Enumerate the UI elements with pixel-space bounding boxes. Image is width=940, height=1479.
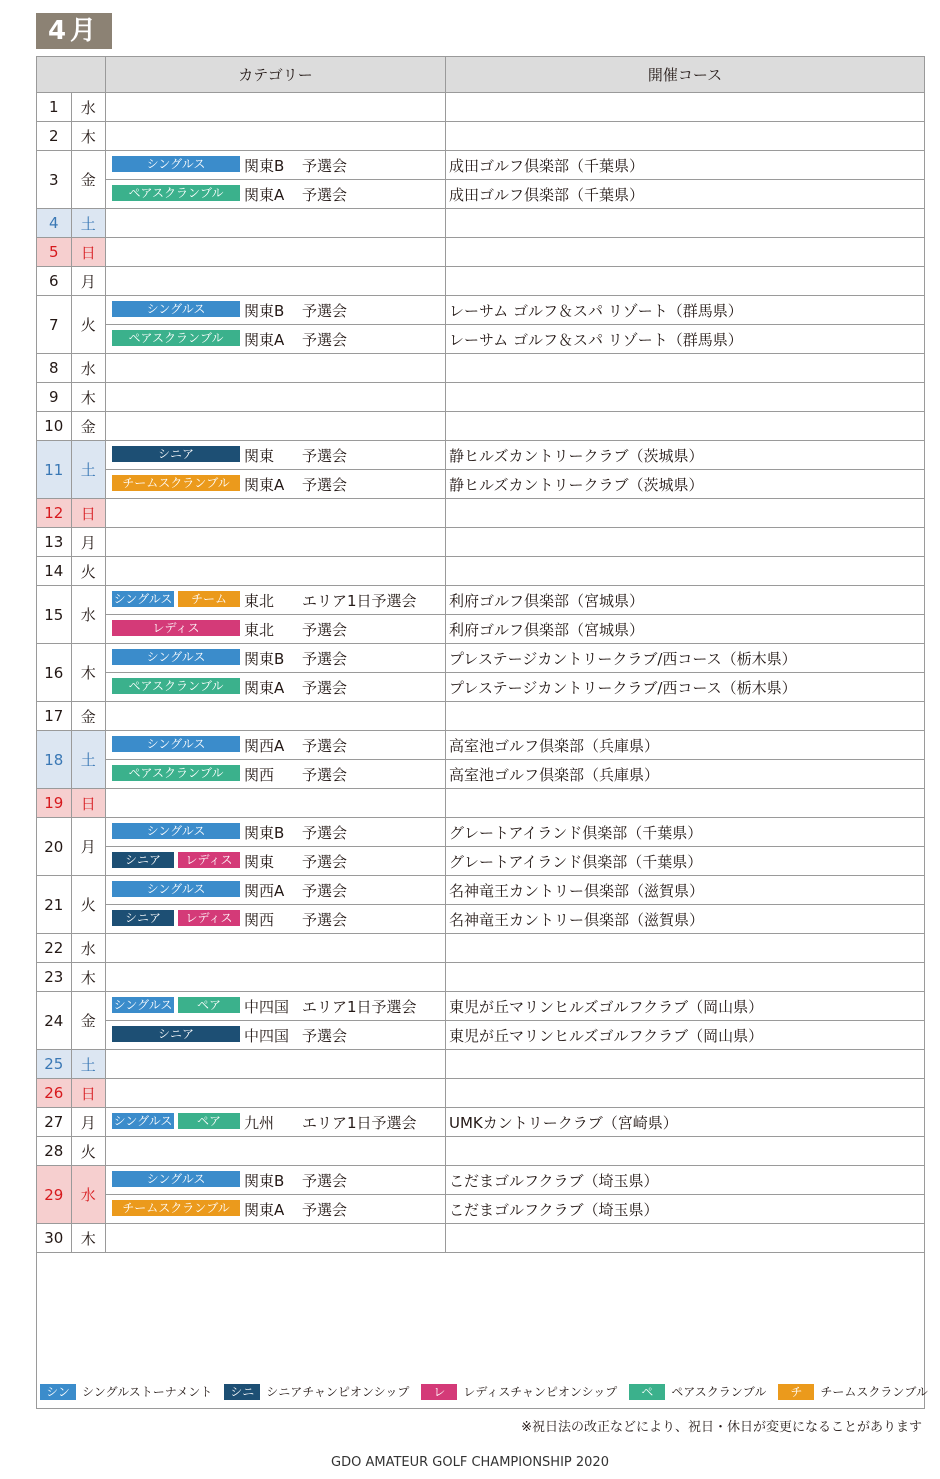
table-row	[37, 238, 925, 267]
day-number: 5	[37, 238, 72, 267]
region-label: 中四国	[244, 997, 290, 1016]
course-cell	[446, 557, 925, 586]
category-cell	[106, 818, 446, 847]
course-cell	[446, 383, 925, 412]
table-row	[37, 934, 925, 963]
table-row	[37, 528, 925, 557]
table-row	[37, 1137, 925, 1166]
day-number: 29	[37, 1166, 72, 1224]
page-footer: GDO AMATEUR GOLF CHAMPIONSHIP 2020	[331, 1455, 609, 1470]
region-label: 関東	[244, 446, 275, 465]
category-badge-team: チームスクランブル	[112, 1200, 240, 1216]
day-number: 17	[37, 702, 72, 731]
category-cell	[106, 1224, 446, 1253]
category-badge-single: シングルス	[112, 301, 240, 317]
weekday: 月	[71, 267, 106, 296]
holiday-note: ※祝日法の改正などにより、祝日・休日が変更になることがあります	[521, 1420, 922, 1435]
day-number: 8	[37, 354, 72, 383]
weekday: 木	[71, 963, 106, 992]
course-cell: 静ヒルズカントリークラブ（茨城県）	[446, 441, 925, 470]
category-badge-single: シングルス	[113, 1114, 173, 1128]
table-row	[37, 151, 925, 180]
weekday: 土	[71, 1050, 106, 1079]
event-type: 予選会	[302, 678, 348, 697]
category-badge-pair: ペアスクランブル	[112, 765, 240, 781]
category-badge-single: シングルス	[112, 156, 240, 172]
category-cell	[106, 93, 446, 122]
category-cell	[106, 296, 446, 325]
course-cell: 利府ゴルフ倶楽部（宮城県）	[446, 586, 925, 615]
region-label: 中四国	[244, 1026, 290, 1045]
course-cell: グレートアイランド倶楽部（千葉県）	[446, 818, 925, 847]
table-row	[37, 847, 925, 876]
category-badge-single: シングルス	[112, 823, 240, 839]
event-type: 予選会	[302, 910, 348, 929]
weekday: 木	[71, 644, 106, 702]
category-badge-ladies: レディス	[178, 910, 240, 926]
course-cell: プレステージカントリークラブ/西コース（栃木県）	[446, 673, 925, 702]
day-number: 9	[37, 383, 72, 412]
weekday: 日	[71, 238, 106, 267]
category-cell	[106, 673, 446, 702]
table-row	[37, 586, 925, 615]
region-label: 関東A	[244, 678, 285, 697]
table-row	[37, 325, 925, 354]
schedule-body	[37, 93, 925, 1253]
course-cell: レーサム ゴルフ＆スパ リゾート（群馬県）	[446, 325, 925, 354]
header-course: 開催コース	[446, 57, 925, 93]
region-label: 関西A	[244, 736, 285, 755]
category-cell	[106, 760, 446, 789]
day-number: 11	[37, 441, 72, 499]
course-cell: プレステージカントリークラブ/西コース（栃木県）	[446, 644, 925, 673]
course-cell: UMKカントリークラブ（宮崎県）	[446, 1108, 925, 1137]
course-cell	[446, 122, 925, 151]
table-row	[37, 905, 925, 934]
category-badge-senior: シニア	[112, 1026, 240, 1042]
course-cell: 東児が丘マリンヒルズゴルフクラブ（岡山県）	[446, 992, 925, 1021]
region-label: 関東A	[244, 1200, 285, 1219]
course-cell	[446, 1050, 925, 1079]
legend-item-pair	[629, 1383, 766, 1400]
region-label: 関東B	[244, 301, 285, 320]
course-cell	[446, 209, 925, 238]
course-cell: レーサム ゴルフ＆スパ リゾート（群馬県）	[446, 296, 925, 325]
table-row	[37, 673, 925, 702]
weekday: 金	[71, 412, 106, 441]
table-row	[37, 296, 925, 325]
table-row	[37, 209, 925, 238]
table-row	[37, 992, 925, 1021]
category-cell	[106, 1021, 446, 1050]
legend-label: レディスチャンピオンシップ	[463, 1385, 618, 1399]
weekday: 日	[71, 1079, 106, 1108]
event-type: 予選会	[302, 620, 348, 639]
category-cell	[106, 412, 446, 441]
category-cell	[106, 267, 446, 296]
region-label: 九州	[244, 1113, 275, 1132]
day-number: 30	[37, 1224, 72, 1253]
day-number: 7	[37, 296, 72, 354]
month-label: 4月	[36, 13, 112, 49]
day-number: 25	[37, 1050, 72, 1079]
day-number: 10	[37, 412, 72, 441]
table-row	[37, 1079, 925, 1108]
weekday: 日	[71, 499, 106, 528]
event-type: 予選会	[302, 881, 348, 900]
weekday: 土	[71, 731, 106, 789]
event-type: 予選会	[302, 765, 348, 784]
table-row	[37, 731, 925, 760]
event-type: エリア1日予選会	[302, 1113, 417, 1132]
table-row	[37, 818, 925, 847]
day-number: 6	[37, 267, 72, 296]
header-category: カテゴリー	[106, 57, 446, 93]
course-cell	[446, 1079, 925, 1108]
category-badge-team: チーム	[178, 591, 240, 607]
day-number: 4	[37, 209, 72, 238]
legend-swatch: チ	[778, 1384, 814, 1400]
region-label: 東北	[244, 591, 275, 610]
category-cell	[106, 354, 446, 383]
category-badge-single: シングルス	[113, 998, 173, 1012]
course-cell: 高室池ゴルフ倶楽部（兵庫県）	[446, 731, 925, 760]
category-badge-single: シングルス	[112, 1171, 240, 1187]
region-label: 関東A	[244, 475, 285, 494]
legend-item-team	[778, 1383, 928, 1400]
region-label: 関東B	[244, 1171, 285, 1190]
category-badge-ladies: レディス	[178, 852, 240, 868]
category-badge-pair: ペア	[178, 997, 240, 1013]
category-badge-single: シングルス	[113, 592, 173, 606]
weekday: 月	[71, 528, 106, 557]
table-row	[37, 702, 925, 731]
weekday: 火	[71, 1137, 106, 1166]
course-cell	[446, 963, 925, 992]
table-row	[37, 1224, 925, 1253]
course-cell	[446, 528, 925, 557]
weekday: 土	[71, 441, 106, 499]
table-row	[37, 267, 925, 296]
category-cell	[106, 702, 446, 731]
course-cell	[446, 354, 925, 383]
day-number: 12	[37, 499, 72, 528]
event-type: 予選会	[302, 823, 348, 842]
category-badge-single: シングルス	[112, 736, 240, 752]
event-type: 予選会	[302, 1200, 348, 1219]
region-label: 東北	[244, 620, 275, 639]
category-cell	[106, 789, 446, 818]
table-row	[37, 412, 925, 441]
weekday: 水	[71, 934, 106, 963]
weekday: 金	[71, 151, 106, 209]
table-row	[37, 354, 925, 383]
table-row	[37, 760, 925, 789]
course-cell	[446, 1224, 925, 1253]
day-number: 13	[37, 528, 72, 557]
weekday: 金	[71, 702, 106, 731]
day-number: 20	[37, 818, 72, 876]
table-row	[37, 441, 925, 470]
course-cell: こだまゴルフクラブ（埼玉県）	[446, 1195, 925, 1224]
category-badge-team: チームスクランブル	[112, 475, 240, 491]
category-cell	[106, 122, 446, 151]
region-label: 関西A	[244, 881, 285, 900]
event-type: 予選会	[302, 852, 348, 871]
category-cell	[106, 441, 446, 470]
category-cell	[106, 470, 446, 499]
region-label: 関東A	[244, 330, 285, 349]
course-cell: 東児が丘マリンヒルズゴルフクラブ（岡山県）	[446, 1021, 925, 1050]
table-row	[37, 383, 925, 412]
legend-label: シニアチャンピオンシップ	[266, 1385, 410, 1399]
day-number: 14	[37, 557, 72, 586]
legend-swatch: シニ	[224, 1384, 260, 1400]
category-badge-pair: ペアスクランブル	[112, 330, 240, 346]
event-type: 予選会	[302, 156, 348, 175]
weekday: 月	[71, 1108, 106, 1137]
table-row	[37, 122, 925, 151]
course-cell: 高室池ゴルフ倶楽部（兵庫県）	[446, 760, 925, 789]
event-type: 予選会	[302, 649, 348, 668]
course-cell	[446, 1137, 925, 1166]
table-row	[37, 93, 925, 122]
day-number: 15	[37, 586, 72, 644]
course-cell: 名神竜王カントリー倶楽部（滋賀県）	[446, 905, 925, 934]
category-cell	[106, 238, 446, 267]
header-date	[37, 57, 106, 93]
category-cell	[106, 963, 446, 992]
category-cell	[106, 876, 446, 905]
table-row	[37, 1195, 925, 1224]
category-legend	[40, 1383, 928, 1401]
category-cell	[106, 1050, 446, 1079]
category-cell	[106, 934, 446, 963]
weekday: 土	[71, 209, 106, 238]
legend-item-ladies	[421, 1383, 617, 1400]
region-label: 関西	[244, 910, 275, 929]
course-cell	[446, 267, 925, 296]
region-label: 関東B	[244, 156, 285, 175]
day-number: 3	[37, 151, 72, 209]
weekday: 木	[71, 1224, 106, 1253]
category-cell	[106, 1137, 446, 1166]
course-cell	[446, 93, 925, 122]
category-cell	[106, 528, 446, 557]
weekday: 水	[71, 93, 106, 122]
table-row	[37, 470, 925, 499]
category-cell	[106, 557, 446, 586]
event-type: 予選会	[302, 185, 348, 204]
category-badge-senior: シニア	[112, 852, 174, 868]
category-cell	[106, 1108, 446, 1137]
category-badge-pair: ペアスクランブル	[112, 678, 240, 694]
weekday: 水	[71, 586, 106, 644]
category-cell	[106, 644, 446, 673]
course-cell	[446, 412, 925, 441]
course-cell: 成田ゴルフ倶楽部（千葉県）	[446, 151, 925, 180]
day-number: 21	[37, 876, 72, 934]
table-row	[37, 876, 925, 905]
category-cell	[106, 847, 446, 876]
course-cell	[446, 702, 925, 731]
course-cell: こだまゴルフクラブ（埼玉県）	[446, 1166, 925, 1195]
weekday: 水	[71, 1166, 106, 1224]
weekday: 木	[71, 122, 106, 151]
table-row	[37, 963, 925, 992]
category-cell	[106, 586, 446, 615]
category-cell	[106, 325, 446, 354]
event-type: 予選会	[302, 475, 348, 494]
legend-item-senior	[224, 1383, 409, 1400]
legend-label: シングルストーナメント	[82, 1385, 213, 1399]
category-cell	[106, 731, 446, 760]
category-cell	[106, 615, 446, 644]
table-row	[37, 1050, 925, 1079]
table-header	[37, 57, 925, 93]
weekday: 火	[71, 296, 106, 354]
category-cell	[106, 1195, 446, 1224]
event-type: エリア1日予選会	[302, 997, 417, 1016]
course-cell: 利府ゴルフ倶楽部（宮城県）	[446, 615, 925, 644]
table-row	[37, 1021, 925, 1050]
category-cell	[106, 905, 446, 934]
category-badge-senior: シニア	[112, 910, 174, 926]
event-type: 予選会	[302, 1171, 348, 1190]
category-badge-single: シングルス	[112, 649, 240, 665]
region-label: 関東B	[244, 823, 285, 842]
weekday: 金	[71, 992, 106, 1050]
legend-swatch: シン	[40, 1384, 76, 1400]
weekday: 水	[71, 354, 106, 383]
day-number: 26	[37, 1079, 72, 1108]
course-cell: 名神竜王カントリー倶楽部（滋賀県）	[446, 876, 925, 905]
category-cell	[106, 209, 446, 238]
weekday: 木	[71, 383, 106, 412]
table-row	[37, 644, 925, 673]
region-label: 関西	[244, 765, 275, 784]
legend-label: ペアスクランブル	[671, 1385, 767, 1399]
event-type: 予選会	[302, 736, 348, 755]
table-row	[37, 180, 925, 209]
day-number: 23	[37, 963, 72, 992]
legend-label: チームスクランブル	[820, 1385, 928, 1399]
weekday: 月	[71, 818, 106, 876]
region-label: 関東B	[244, 649, 285, 668]
table-row	[37, 1108, 925, 1137]
category-badge-pair: ペアスクランブル	[112, 185, 240, 201]
day-number: 18	[37, 731, 72, 789]
table-row	[37, 615, 925, 644]
category-badge-ladies: レディス	[112, 620, 240, 636]
region-label: 関東A	[244, 185, 285, 204]
category-cell	[106, 1166, 446, 1195]
category-badge-pair: ペア	[178, 1113, 240, 1129]
table-row	[37, 499, 925, 528]
table-row	[37, 789, 925, 818]
course-cell	[446, 238, 925, 267]
event-type: 予選会	[302, 301, 348, 320]
course-cell: 静ヒルズカントリークラブ（茨城県）	[446, 470, 925, 499]
weekday: 火	[71, 557, 106, 586]
course-cell: 成田ゴルフ倶楽部（千葉県）	[446, 180, 925, 209]
category-cell	[106, 383, 446, 412]
category-cell	[106, 992, 446, 1021]
event-type: エリア1日予選会	[302, 591, 417, 610]
course-cell	[446, 499, 925, 528]
category-cell	[106, 180, 446, 209]
day-number: 16	[37, 644, 72, 702]
category-badge-single: シングルス	[112, 881, 240, 897]
legend-swatch: レ	[421, 1384, 457, 1400]
event-type: 予選会	[302, 446, 348, 465]
day-number: 28	[37, 1137, 72, 1166]
category-cell	[106, 1079, 446, 1108]
table-row	[37, 557, 925, 586]
region-label: 関東	[244, 852, 275, 871]
day-number: 24	[37, 992, 72, 1050]
day-number: 27	[37, 1108, 72, 1137]
day-number: 1	[37, 93, 72, 122]
table-row	[37, 1166, 925, 1195]
weekday: 日	[71, 789, 106, 818]
day-number: 22	[37, 934, 72, 963]
legend-swatch: ペ	[629, 1384, 665, 1400]
day-number: 2	[37, 122, 72, 151]
category-cell	[106, 499, 446, 528]
weekday: 火	[71, 876, 106, 934]
event-type: 予選会	[302, 330, 348, 349]
legend-item-single	[40, 1383, 212, 1400]
day-number: 19	[37, 789, 72, 818]
event-type: 予選会	[302, 1026, 348, 1045]
category-cell	[106, 151, 446, 180]
category-badge-senior: シニア	[112, 446, 240, 462]
course-cell: グレートアイランド倶楽部（千葉県）	[446, 847, 925, 876]
course-cell	[446, 789, 925, 818]
schedule-table	[36, 56, 925, 1253]
course-cell	[446, 934, 925, 963]
